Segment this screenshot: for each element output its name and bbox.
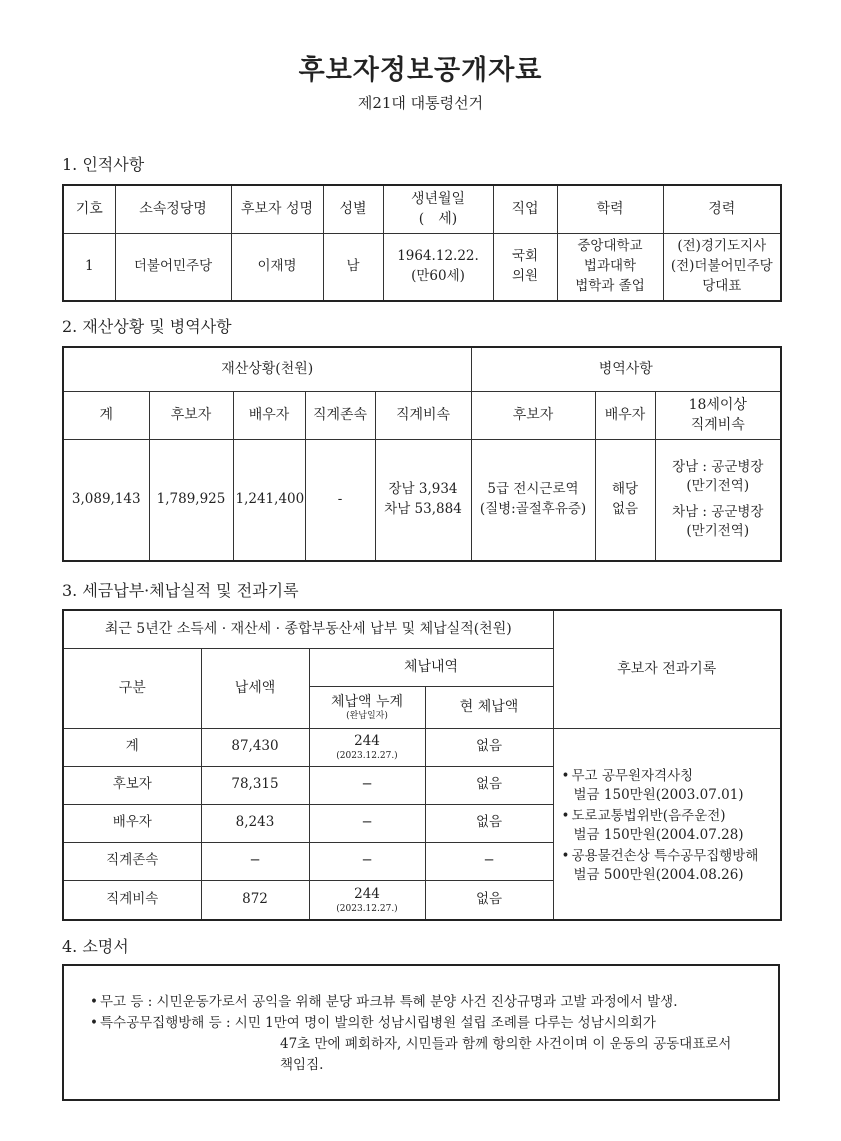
section4-heading: 4. 소명서 [62,937,129,956]
statement-item [90,992,758,1013]
criminal-record-item [562,847,775,885]
col-career: 경력 [663,185,781,233]
col-sex: 성별 [323,185,383,233]
property-military-group-row [63,347,781,391]
tax-record-table [62,609,782,921]
col-birth: 생년월일 ( 세) [383,185,493,233]
col-job: 직업 [493,185,557,233]
property-total: 3,089,143 [63,439,149,561]
col-total: 계 [63,391,149,439]
criminal-record-item [562,807,775,845]
record-offense: 공용물건손상 특수공무집행방해 [571,847,759,864]
tax-paid: 78,315 [201,766,309,804]
military-spouse: 해당 없음 [595,439,655,561]
tax-arrears: − [309,766,425,804]
col-military-spouse: 배우자 [595,391,655,439]
military-candidate: 5급 전시근로역 (질병:골절후유증) [471,439,595,561]
property-military-column-row [63,391,781,439]
candidate-sex: 남 [323,233,383,301]
tax-arrears-date: (2023.12.27.) [336,750,398,761]
candidate-name: 이재명 [231,233,323,301]
col-party: 소속정당명 [115,185,231,233]
record-offense: 도로교통법위반(음주운전) [571,807,726,824]
tax-group-row [63,610,781,648]
tax-arrears [309,728,425,766]
tax-current: 없음 [425,728,553,766]
col-arrears: 체납내역 [309,648,553,686]
candidate-education: 중앙대학교 법과대학 법학과 졸업 [557,233,663,301]
section1-heading: 1. 인적사항 [62,155,145,174]
candidate-career: (전)경기도지사 (전)더불어민주당 당대표 [663,233,781,301]
personal-info-header-row [63,185,781,233]
col-military-candidate: 후보자 [471,391,595,439]
col-ascendant: 직계존속 [305,391,375,439]
candidate-party: 더불어민주당 [115,233,231,301]
statement-item [90,1013,758,1034]
tax-arrears: − [309,804,425,842]
candidate-number: 1 [63,233,115,301]
tax-header: 최근 5년간 소득세 · 재산세 · 종합부동산세 납부 및 체납실적(천원) [63,610,553,648]
section2-heading: 2. 재산상황 및 병역사항 [62,317,232,336]
section3-heading: 3. 세금납부·체납실적 및 전과기록 [62,581,299,600]
tax-category: 직계비속 [63,880,201,920]
statement-text: 시민 1만여 명이 발의한 성남시립병원 설립 조례를 다루는 성남시의회가 [234,1014,656,1031]
property-descendant: 장남 3,934 차남 53,884 [375,439,471,561]
col-candidate: 후보자 [149,391,233,439]
criminal-records [553,728,781,920]
statement-continuation: 책임짐. [280,1056,324,1073]
property-ascendant: - [305,439,375,561]
col-arrears-total-sub: (완납일자) [346,711,388,722]
statement-continuation: 47초 만에 폐회하자, 시민들과 함께 항의한 사건이며 이 운동의 공동대표로서 [280,1035,732,1052]
criminal-record-item [562,767,775,805]
page-title: 후보자정보공개자료 [298,55,543,86]
col-name: 후보자 성명 [231,185,323,233]
tax-current: 없음 [425,804,553,842]
military-child-2: 차남 : 공군병장 (만기전역) [672,503,764,540]
military-child-1: 장남 : 공군병장 (만기전역) [672,458,764,495]
col-number: 기호 [63,185,115,233]
property-military-table [62,346,782,562]
page-subtitle: 제21대 대통령선거 [357,94,484,112]
military-children [655,439,781,561]
col-descendant: 직계비속 [375,391,471,439]
statement-bullet: • [90,994,98,1010]
candidate-birth: 1964.12.22. (만60세) [383,233,493,301]
record-fine: 벌금 150만원(2003.07.01) [573,786,744,803]
tax-current: − [425,842,553,880]
record-fine: 벌금 500만원(2004.08.26) [573,866,744,883]
col-military-children: 18세이상 직계비속 [655,391,781,439]
criminal-record-list [562,767,775,884]
property-military-value-row [63,439,781,561]
col-arrears-total [309,686,425,728]
col-paid: 납세액 [201,648,309,728]
tax-current: 없음 [425,766,553,804]
statement-bullet: • [90,1014,98,1031]
statement-label: 특수공무집행방해 등 : [100,1014,235,1031]
tax-arrears-date: (2023.12.27.) [336,903,398,914]
tax-arrears-value: 244 [354,886,380,903]
col-spouse: 배우자 [233,391,305,439]
record-fine: 벌금 150만원(2004.07.28) [573,826,744,843]
tax-arrears: − [309,842,425,880]
tax-arrears-value: 244 [354,733,380,750]
col-category: 구분 [63,648,201,728]
tax-paid: 872 [201,880,309,920]
statement-box [62,964,780,1101]
record-offense: 무고 공무원자격사칭 [571,768,694,785]
tax-paid: 87,430 [201,728,309,766]
property-spouse: 1,241,400 [233,439,305,561]
tax-row [63,728,781,766]
tax-current: 없음 [425,880,553,920]
property-header: 재산상황(천원) [63,347,471,391]
statement-text: 시민운동가로서 공익을 위해 분당 파크뷰 특혜 분양 사건 진상규명과 고발 과정에서 발생. [156,994,678,1010]
property-candidate: 1,789,925 [149,439,233,561]
col-arrears-total-label: 체납액 누계 [330,693,404,710]
col-education: 학력 [557,185,663,233]
candidate-job: 국회 의원 [493,233,557,301]
statement-label: 무고 등 : [100,994,157,1010]
tax-category: 후보자 [63,766,201,804]
tax-category: 직계존속 [63,842,201,880]
tax-paid: 8,243 [201,804,309,842]
military-header: 병역사항 [471,347,781,391]
tax-category: 배우자 [63,804,201,842]
tax-category: 계 [63,728,201,766]
tax-paid: − [201,842,309,880]
personal-info-table [62,184,782,302]
tax-arrears [309,880,425,920]
col-current: 현 체납액 [425,686,553,728]
personal-info-row [63,233,781,301]
record-header: 후보자 전과기록 [553,610,781,728]
